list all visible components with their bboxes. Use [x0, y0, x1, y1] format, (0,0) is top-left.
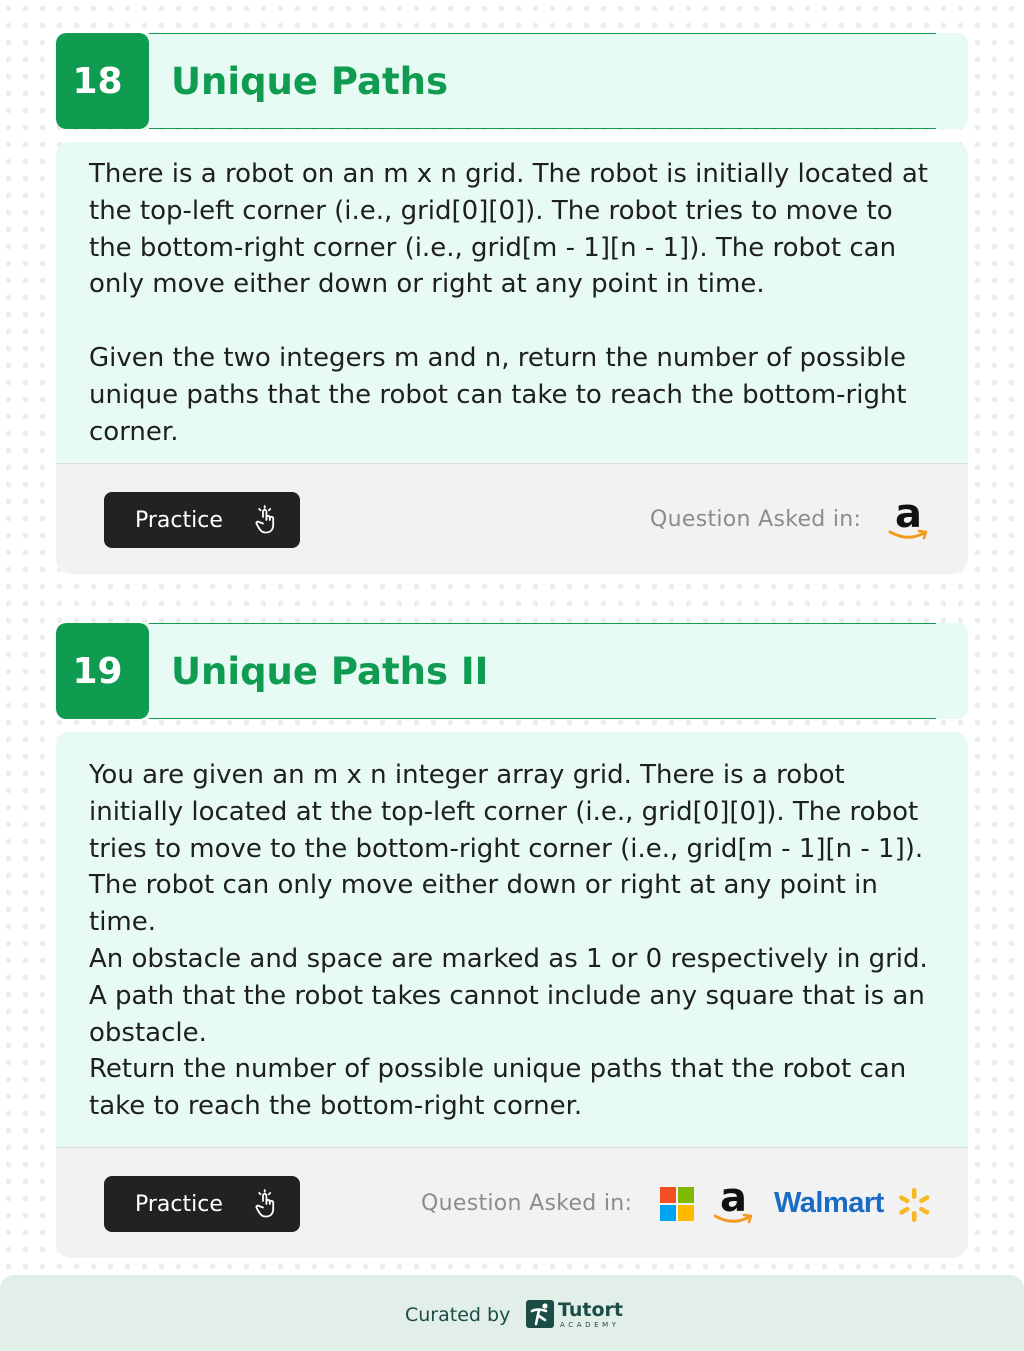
curated-footer-bar	[0, 1275, 1024, 1351]
tap-hand-icon	[254, 505, 278, 541]
description-paragraph: An obstacle and space are marked as 1 or 0 respectively in grid. A path that the robot takes cannot include any square that is an obstacle.	[89, 943, 928, 1048]
description-paragraph: Return the number of possible unique paths that the robot can take to reach the bottom-right corner.	[89, 1054, 907, 1122]
question-asked-label: Question Asked in:	[650, 507, 862, 532]
practice-label: Practice	[135, 507, 223, 533]
description-paragraph: There is a robot on an m x n grid. The robot is initially located at the top-left corner (i.e., grid[0][0]). The robot tries to move to the bottom-right corner (i.e., grid[m - 1][n - 1]). The robot can only move either down or right at any point in time.	[89, 159, 928, 300]
walmart-spark-icon	[894, 1186, 934, 1224]
microsoft-yellow-square	[678, 1205, 694, 1221]
walmart-logo	[774, 1186, 936, 1224]
tutort-brand-subtitle: ACADEMY	[560, 1321, 620, 1329]
card-footer	[56, 463, 968, 574]
question-title: Unique Paths	[171, 59, 449, 103]
card-footer	[56, 1147, 968, 1258]
tutort-logo-icon	[524, 1298, 556, 1334]
microsoft-red-square	[660, 1187, 676, 1203]
microsoft-green-square	[678, 1187, 694, 1203]
question-18-header	[56, 33, 968, 129]
question-asked-label: Question Asked in:	[421, 1191, 633, 1216]
amazon-logo-letter: a	[720, 1175, 747, 1221]
practice-button[interactable]	[104, 1176, 300, 1232]
question-title: Unique Paths II	[171, 649, 489, 693]
practice-button[interactable]	[104, 492, 300, 548]
practice-label: Practice	[135, 1191, 223, 1217]
description-paragraph: Given the two integers m and n, return the number of possible unique paths that the robot can take to reach the bottom-right corner.	[89, 342, 907, 447]
amazon-logo	[713, 1175, 755, 1230]
tap-hand-icon	[254, 1189, 278, 1225]
question-description	[89, 757, 938, 1125]
question-description	[89, 156, 938, 450]
paragraph-gap	[89, 303, 938, 340]
number-tab-notch	[139, 623, 149, 719]
question-number: 19	[56, 623, 139, 719]
curated-by-label: Curated by	[405, 1304, 511, 1326]
question-19-header	[56, 623, 968, 719]
microsoft-logo	[660, 1187, 695, 1222]
tutort-brand-name: Tutort	[558, 1299, 623, 1321]
question-number: 18	[56, 33, 139, 129]
number-tab-notch	[139, 33, 149, 129]
amazon-logo-letter: a	[895, 491, 922, 537]
description-paragraph: You are given an m x n integer array grid. There is a robot initially located at the top-left corner (i.e., grid[0][0]). The robot tries to move to the bottom-right corner (i.e., grid[m - 1][n - 1]). The robot can only move either down or right at any point in time.	[89, 760, 924, 938]
microsoft-blue-square	[660, 1205, 676, 1221]
walmart-wordmark: Walmart	[774, 1187, 884, 1219]
amazon-logo	[888, 491, 930, 546]
question-18-card	[56, 142, 968, 574]
question-19-card	[56, 732, 968, 1258]
